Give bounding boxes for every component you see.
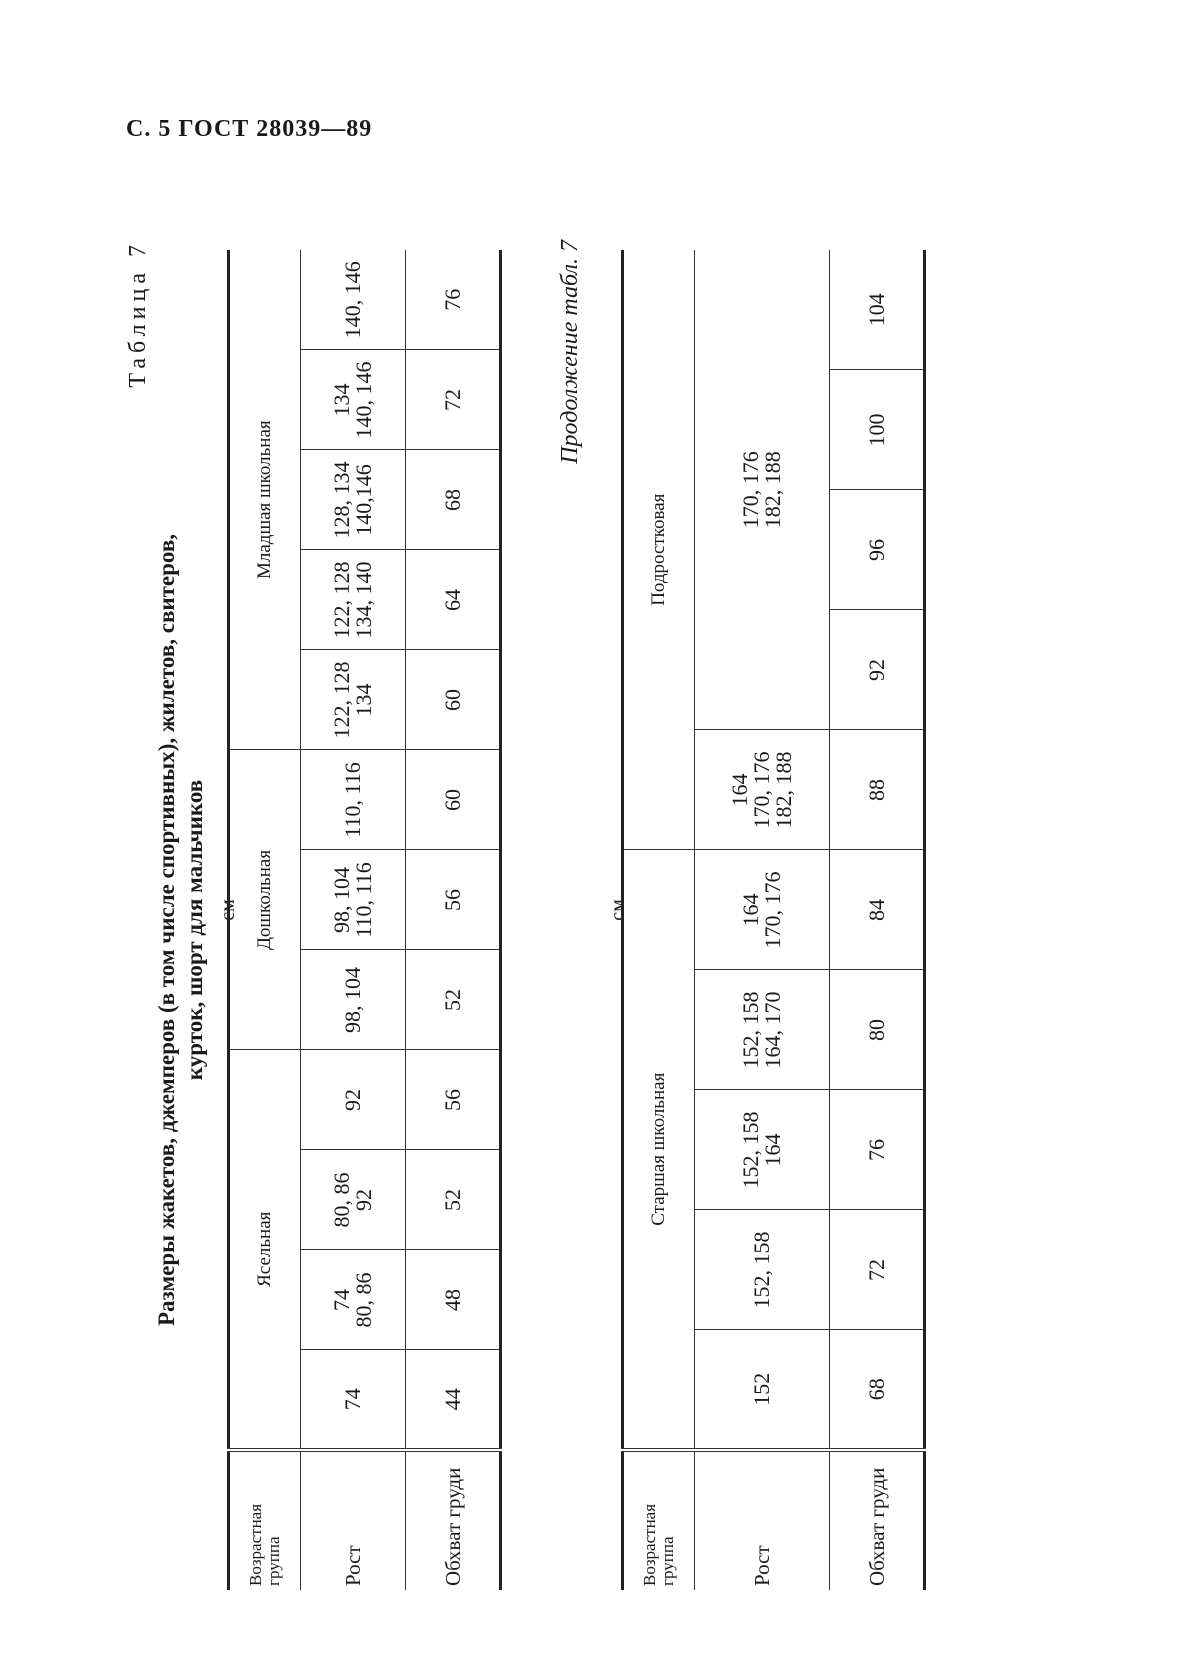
chest-cell: 76 xyxy=(406,250,501,350)
table-title xyxy=(153,350,209,1510)
chest-cell: 76 xyxy=(830,1090,925,1210)
height-cell: 164 170, 176 182, 188 xyxy=(695,730,830,850)
table-row xyxy=(301,250,406,1590)
group-header: Младшая школьная xyxy=(229,250,301,750)
table-row xyxy=(695,250,830,1590)
height-cell: 152, 158 164, 170 xyxy=(695,970,830,1090)
height-cell: 152 xyxy=(695,1330,830,1450)
chest-cell: 60 xyxy=(406,650,501,750)
chest-cell: 92 xyxy=(830,610,925,730)
height-cell: 128, 134 140,146 xyxy=(301,450,406,550)
chest-cell: 60 xyxy=(406,750,501,850)
page-header: С. 5 ГОСТ 28039—89 xyxy=(126,116,373,142)
chest-cell: 52 xyxy=(406,950,501,1050)
rowhead-chest: Обхват груди xyxy=(406,1450,501,1590)
height-cell: 122, 128 134, 140 xyxy=(301,550,406,650)
chest-cell: 44 xyxy=(406,1350,501,1450)
chest-cell: 56 xyxy=(406,1050,501,1150)
chest-cell: 52 xyxy=(406,1150,501,1250)
height-cell: 134 140, 146 xyxy=(301,350,406,450)
chest-cell: 80 xyxy=(830,970,925,1090)
table-label: Таблица 7 xyxy=(125,240,151,388)
height-cell: 74 xyxy=(301,1350,406,1450)
table-title-line2: курток, шорт для мальчиков xyxy=(182,779,207,1081)
chest-cell: 68 xyxy=(406,450,501,550)
chest-cell: 100 xyxy=(830,370,925,490)
height-cell: 152, 158 164 xyxy=(695,1090,830,1210)
rowhead-chest: Обхват груди xyxy=(830,1450,925,1590)
table-row xyxy=(406,250,501,1590)
table-title-line1: Размеры жакетов, джемперов (в том числе спортивных), жилетов, свитеров, xyxy=(154,533,179,1327)
chest-cell: 64 xyxy=(406,550,501,650)
group-header: Подростковая xyxy=(623,250,695,850)
table-row xyxy=(229,250,301,1590)
chest-cell: 104 xyxy=(830,250,925,370)
rowhead-group: Возрастная группа xyxy=(229,1450,301,1590)
rowhead-height: Рост xyxy=(695,1450,830,1590)
height-cell: 164 170, 176 xyxy=(695,850,830,970)
rotated-content xyxy=(125,210,985,1610)
table-row xyxy=(623,250,695,1590)
chest-cell: 72 xyxy=(406,350,501,450)
chest-cell: 68 xyxy=(830,1330,925,1450)
chest-cell: 88 xyxy=(830,730,925,850)
table-7-continuation xyxy=(621,250,926,1590)
height-cell: 110, 116 xyxy=(301,750,406,850)
height-cell: 170, 176 182, 188 xyxy=(695,250,830,730)
rowhead-group: Возрастная группа xyxy=(623,1450,695,1590)
height-cell: 122, 128 134 xyxy=(301,650,406,750)
height-cell: 92 xyxy=(301,1050,406,1150)
table-continuation-label: Продолжение табл. 7 xyxy=(557,240,583,464)
chest-cell: 84 xyxy=(830,850,925,970)
group-header: Старшая школьная xyxy=(623,850,695,1450)
table-7 xyxy=(227,250,502,1590)
rowhead-height: Рост xyxy=(301,1450,406,1590)
height-cell: 140, 146 xyxy=(301,250,406,350)
group-header: Ясельная xyxy=(229,1050,301,1450)
height-cell: 80, 86 92 xyxy=(301,1150,406,1250)
table-unit: см xyxy=(217,899,239,921)
height-cell: 152, 158 xyxy=(695,1210,830,1330)
table-cont-unit: см xyxy=(607,899,629,921)
chest-cell: 96 xyxy=(830,490,925,610)
chest-cell: 56 xyxy=(406,850,501,950)
table-row xyxy=(830,250,925,1590)
height-cell: 98, 104 110, 116 xyxy=(301,850,406,950)
chest-cell: 72 xyxy=(830,1210,925,1330)
chest-cell: 48 xyxy=(406,1250,501,1350)
height-cell: 74 80, 86 xyxy=(301,1250,406,1350)
height-cell: 98, 104 xyxy=(301,950,406,1050)
group-header: Дошкольная xyxy=(229,750,301,1050)
